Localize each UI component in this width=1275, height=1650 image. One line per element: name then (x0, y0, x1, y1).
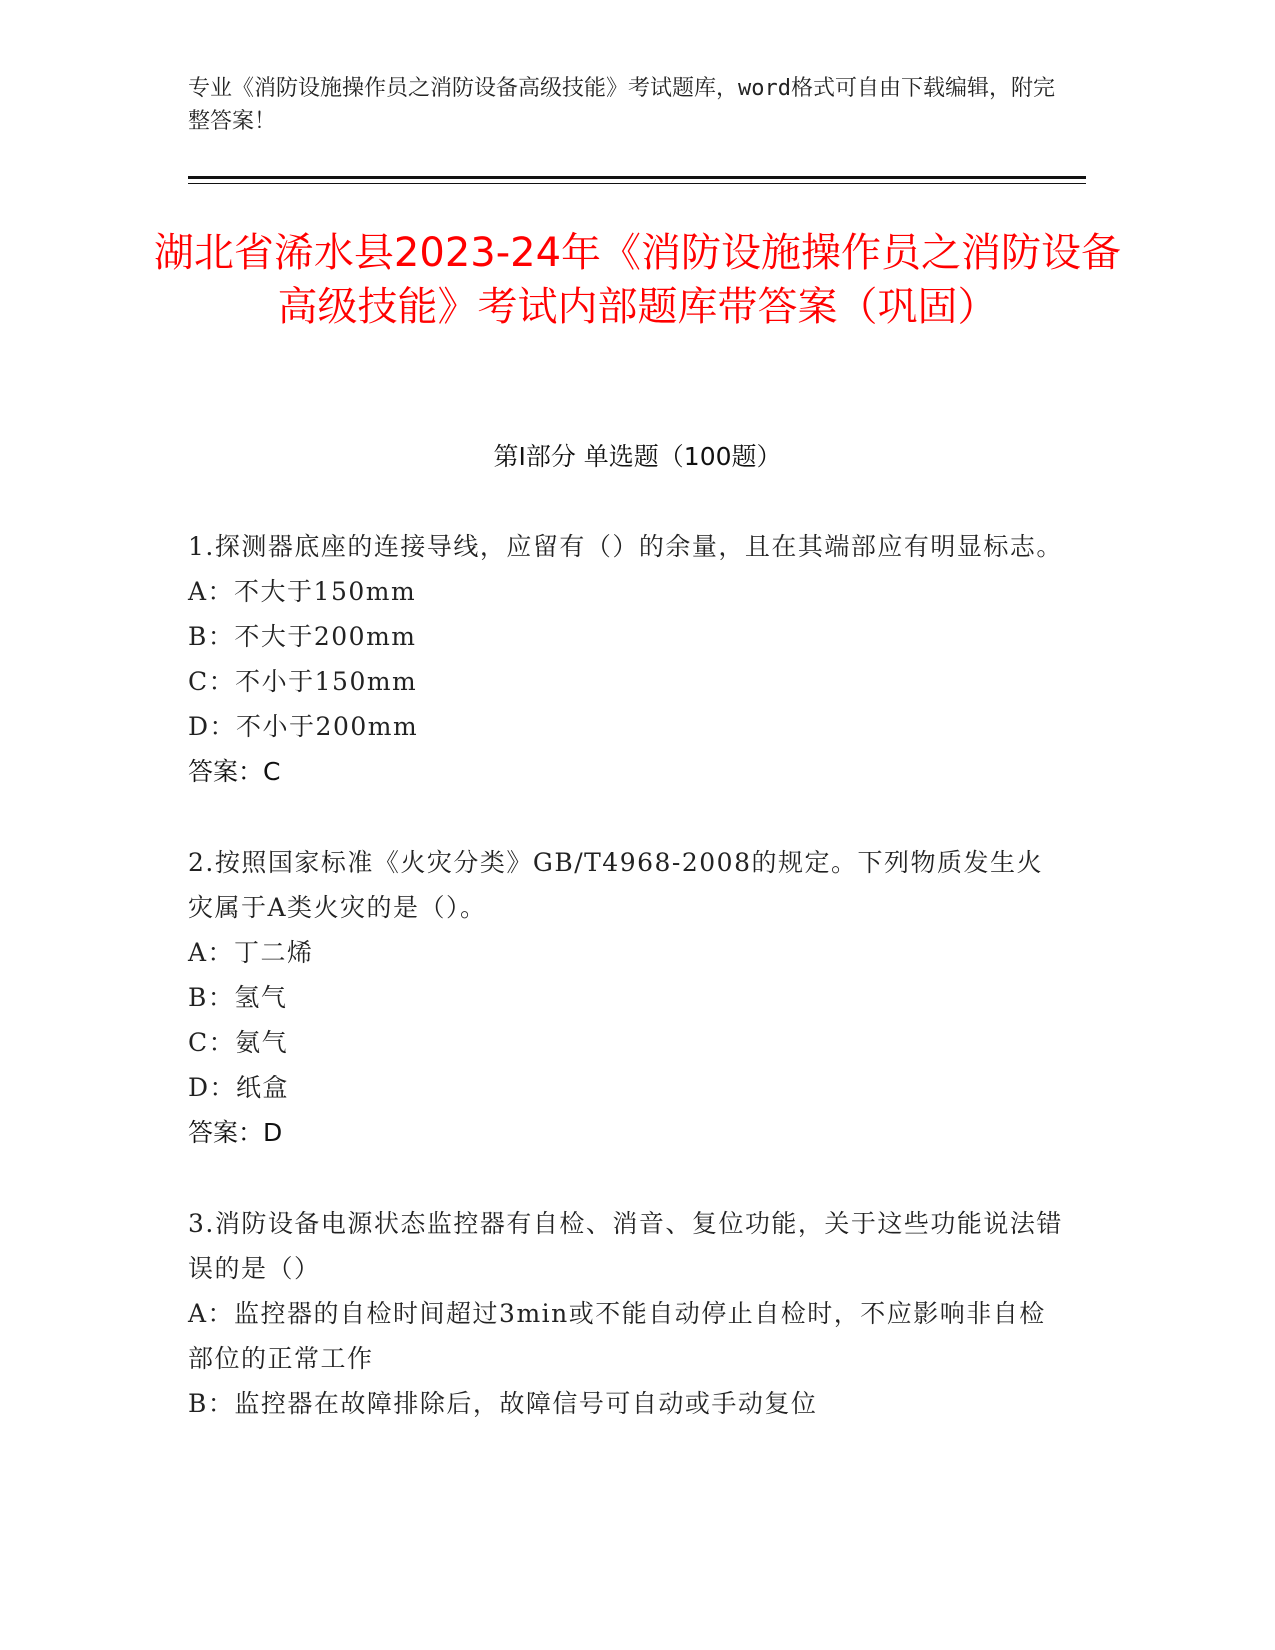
document-title: 湖北省浠水县2023-24年《消防设施操作员之消防设备高级技能》考试内部题库带答案（巩固） (153, 230, 1122, 330)
header-rule-thin (188, 183, 1086, 184)
option-a: A：丁二烯 (188, 938, 314, 967)
section-heading: 第I部分 单选题（100题） (493, 442, 782, 471)
question-stem: 2.按照国家标准《火灾分类》GB/T4968-2008的规定。下列物质发生火灾属于A类火灾的是（）。 (188, 848, 1043, 922)
option-c: C：不小于150mm (188, 667, 418, 696)
answer-line: 答案：D (188, 1118, 283, 1147)
question-list (188, 524, 1068, 1472)
option-a: A：监控器的自检时间超过3min或不能自动停止自检时，不应影响非自检部位的正常工作 (188, 1299, 1046, 1373)
option-c: C：氨气 (188, 1028, 289, 1057)
option-b: B：不大于200mm (188, 622, 417, 651)
option-d: D：不小于200mm (188, 712, 419, 741)
question-3 (188, 1201, 1068, 1426)
header-note: 专业《消防设施操作员之消防设备高级技能》考试题库，word格式可自由下载编辑，附完整答案！ (188, 76, 1055, 134)
question-2 (188, 840, 1068, 1155)
question-stem: 3.消防设备电源状态监控器有自检、消音、复位功能，关于这些功能说法错误的是（） (188, 1209, 1063, 1283)
option-d: D：纸盒 (188, 1073, 290, 1102)
option-b: B：氢气 (188, 983, 288, 1012)
answer-line: 答案：C (188, 757, 281, 786)
option-b: B：监控器在故障排除后，故障信号可自动或手动复位 (188, 1389, 818, 1418)
option-a: A：不大于150mm (188, 577, 417, 606)
question-stem: 1.探测器底座的连接导线，应留有（）的余量，且在其端部应有明显标志。 (188, 532, 1063, 561)
header-rule-thick (188, 176, 1086, 179)
question-1 (188, 524, 1068, 794)
